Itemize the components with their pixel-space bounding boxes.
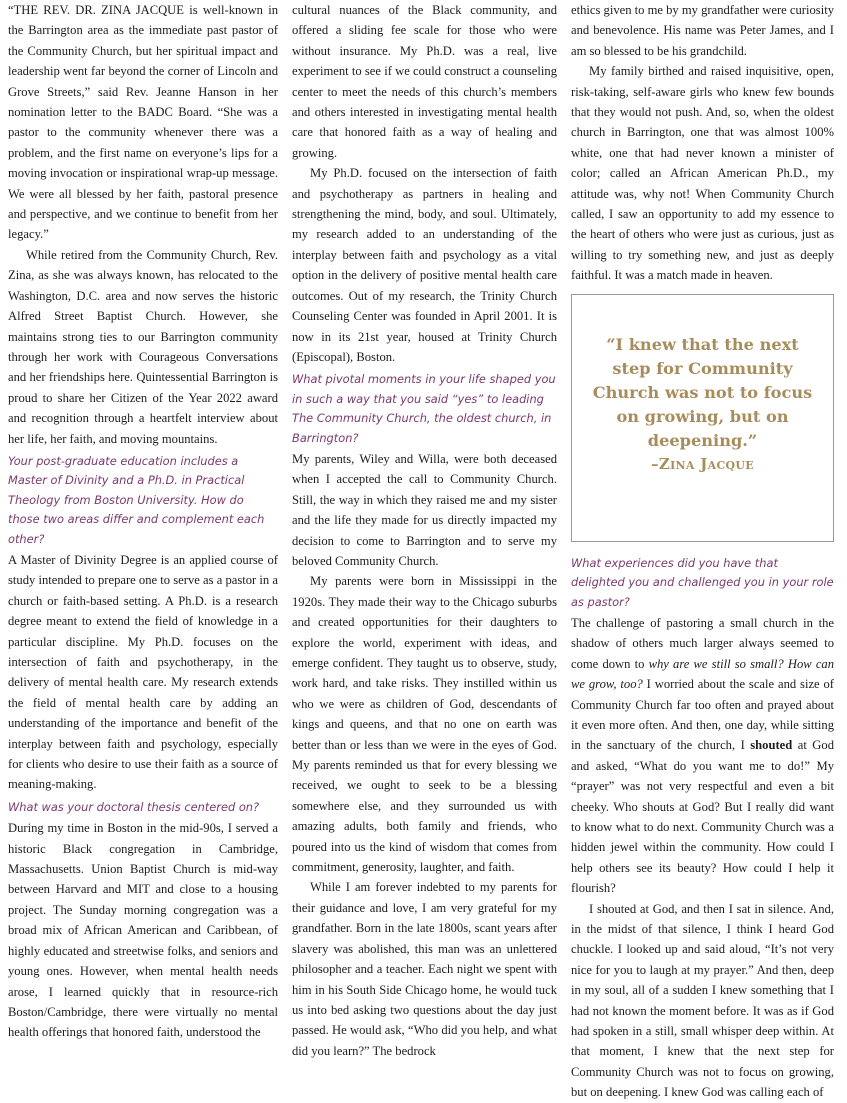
body-paragraph: My parents were born in Mississippi in the 1920s. They made their way to the Chicago suburbs and created opportunities for their daughters to explore the world, experiment with ideas, and emerge confident. They taught us to observe, study, work hard, and take risks. They instilled within us who we were as children of God, descendants of kings and queens, and that no one on earth was better than or less than we were in the eyes of God. My parents reminded us that for every blessing we received, we ought to seek to be a blessing somewhere else, and they surrounded us with amazing adults, both family and friends, who poured into us the kind of wisdom that comes from commitment, generosity, laughter, and faith. bbox=[292, 574, 557, 875]
pull-quote-text: “I knew that the next step for Community Church was not to focus on growing, but on deepening.” bbox=[592, 334, 813, 450]
pull-quote-attribution: –Zina Jacque bbox=[651, 454, 754, 473]
emphasis-text: why are we still so small? How can we grow, too? bbox=[571, 656, 834, 692]
article-column-2 bbox=[292, 0, 557, 1058]
interview-question: What experiences did you have that delighted you and challenged you in your role as pastor? bbox=[571, 555, 834, 609]
interview-question: What was your doctoral thesis centered on? bbox=[8, 799, 260, 814]
pull-quote-box bbox=[571, 294, 834, 542]
answer-paragraph: A Master of Divinity Degree is an applied course of study intended to prepare one to serve as a pastor in a church or faith-based setting. A Ph.D. is a research degree meant to extend the field of knowledge in a particular discipline. My Ph.D. focuses on the intersection of faith and psychotherapy, in the delivery of mental health care. My research extends the field of mental health care by adding an understanding of the importance and benefit of the interplay between faith and psychology, especially for clients who desire to use their faith as a source of meaning-making. bbox=[8, 552, 278, 792]
bold-text: shouted bbox=[750, 738, 793, 753]
answer-paragraph: My parents, Wiley and Willa, were both deceased when I accepted the call to Community Church. Still, the way in which they raised me and my sister and the life they made for us directly impacted my decision to come to Barrington and to serve my beloved Community Church. bbox=[292, 451, 557, 568]
body-paragraph: I shouted at God, and then I sat in silence. And, in the midst of that silence, I think I heard God chuckle. I looked up and said aloud, “It’s not very nice for you to laugh at my prayer.” And then, deep in my soul, all of a sudden I knew something that I had not known the moment before. It was as if God had spoken in a still, small whisper deep within. At that moment, I knew that the next step for Community Church was not to focus on growing, but on deepening. I knew God was calling each of bbox=[571, 901, 834, 1100]
body-paragraph: While retired from the Community Church, Rev. Zina, as she was always known, has relocated to the Washington, D.C. area and now serves the historic Alfred Street Baptist Church. However, she maintains strong ties to our Barrington community through her work with Courageous Conversations and her friendships here. Quintessential Barrington is proud to share her Citizen of the Year 2022 award and recognition through a heartfelt interview about her life, her faith, and moving mountains. bbox=[8, 247, 278, 446]
article-column-1 bbox=[8, 0, 278, 1040]
interview-question: What pivotal moments in your life shaped you in such a way that you said “yes” to leading The Community Church, the oldest church, in Barrington? bbox=[292, 372, 556, 445]
body-paragraph: My Ph.D. focused on the intersection of faith and psychotherapy as partners in healing and strengthening the mind, body, and soul. Ultimately, my research added to an understanding of the interplay between faith and psychology as a vital option in the delivery of positive mental health care outcomes. Out of my research, the Trinity Church Counseling Center was founded in April 2001. It is now in its 21st year, housed at Trinity Church (Episcopal), Boston. bbox=[292, 166, 557, 364]
body-paragraph: ethics given to me by my grandfather were curiosity and benevolence. His name was Peter James, and I am so blessed to be his grandchild. bbox=[571, 3, 834, 58]
body-paragraph: While I am forever indebted to my parents for their guidance and love, I am very grateful for my grandfather. Born in the late 1800s, scant years after slavery was abolished, this man was an unlettered philosopher and a teacher. Each night we spent with him in his South Side Chicago home, he would tuck us into bed asking two questions about the day just passed. He would ask, “Who did you help, and what did you learn?” The bedrock bbox=[292, 880, 557, 1058]
answer-paragraph: During my time in Boston in the mid-90s, I served a historic Black congregation in Cambridge, Massachusetts. Union Baptist Church is mid-way between Harvard and MIT and close to a housing project. The Sunday morning congregation was a broad mix of African American and Caribbean, of highly educated and streetwise folks, and seniors and young ones. However, when mental health needs arose, I learned quickly that in resource-rich Boston/Cambridge, there were virtually no mental health offerings that honored faith, understood the bbox=[8, 821, 278, 1040]
intro-paragraph: “THE REV. DR. ZINA JACQUE is well-known in the Barrington area as the immediate past pastor of the Community Church, but her spiritual impact and leadership went far beyond the corner of Lincoln and Grove Streets,” said Rev. Jeanne Hanson in her nomination letter to the BADC Board. “She was a pastor to the community whenever there was a problem, and the first name on everyone’s lips for a moving invocation or inspirational wrap-up message. We were all blessed by her faith, pastoral presence and perspective, and we continue to benefit from her legacy.” bbox=[8, 3, 278, 242]
interview-question: Your post-graduate education includes a Master of Divinity and a Ph.D. in Practical Theology from Boston University. How do those two areas differ and complement each other? bbox=[8, 453, 265, 546]
answer-text: at God and asked, “What do you want me to do!” My “prayer” was not very respectful and even a bit cheeky. Who shouts at God? But I really did want to know what to do next. Community Church was a hidden jewel within the community. How could I help others see its beauty? How could I help it flourish? bbox=[571, 738, 834, 896]
answer-text: I worried about the scale and size of Community Church far too often and prayed about it even more often. And then, one day, while sitting in the sanctuary of the church, I bbox=[571, 677, 834, 753]
body-paragraph: cultural nuances of the Black community, and offered a sliding fee scale for those who were without insurance. My Ph.D. was a real, live experiment to see if we could construct a counseling center to meet the needs of this church’s members and others interested in investigating mental health care that honored faith as a way of healing and growing. bbox=[292, 3, 557, 160]
body-paragraph: My family birthed and raised inquisitive, open, risk-taking, self-aware girls who knew few bounds that they would not push. And, so, when the oldest church in Barrington, one that was almost 100% white, one that had never known a minister of color; called an African American Ph.D., my attitude was, why not! When Community Church called, I saw an opportunity to add my essence to the heart of others who were just as curious, just as willing to try something new, and just as deeply faithful. It was a match made in heaven. bbox=[571, 64, 834, 283]
answer-paragraph bbox=[571, 613, 834, 899]
article-column-3 bbox=[571, 0, 834, 1100]
answer-text: The challenge of pastoring a small church in the shadow of others much larger always seemed to come down to bbox=[571, 615, 834, 671]
